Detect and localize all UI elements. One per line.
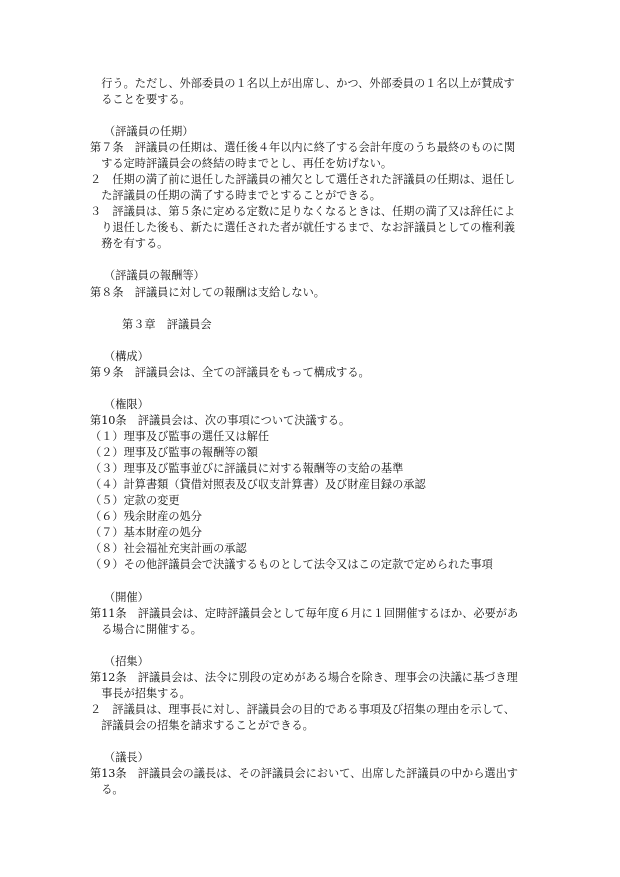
list-item: （３）理事及び監事並びに評議員に対する報酬等の支給の基準 xyxy=(90,462,404,475)
text-line: り退任した後も、新たに選任された者が就任するまで、なお評議員としての権利義 xyxy=(90,221,515,234)
text-line: た評議員の任期の満了する時までとすることができる。 xyxy=(90,189,381,202)
text-line: 第７条 評議員の任期は、選任後４年以内に終了する会計年度のうち最終のものに関 xyxy=(90,141,516,154)
article-13-heading: （議長） xyxy=(104,751,149,764)
text-line: 第11条 評議員会は、定時評議員会として毎年度６月に１回開催するほか、必要があ xyxy=(90,607,519,620)
article-12-heading: （招集） xyxy=(104,655,149,668)
list-item: （４）計算書類（貸借対照表及び収支計算書）及び財産目録の承認 xyxy=(90,478,426,491)
text-line: ２ 評議員は、理事長に対し、評議員会の目的である事項及び招集の理由を示して、 xyxy=(90,703,515,716)
list-item: （５）定款の変更 xyxy=(90,494,180,507)
continuation-paragraph xyxy=(90,76,530,108)
article-12-paragraph-1 xyxy=(90,670,530,702)
list-item: （８）社会福祉充実計画の承認 xyxy=(90,542,247,555)
article-7-paragraph-1 xyxy=(90,140,530,172)
text-line: 行う。ただし、外部委員の１名以上が出席し、かつ、外部委員の１名以上が賛成す xyxy=(90,77,515,90)
list-item: （９）その他評議員会で決議するものとして法令又はこの定款で定められた事項 xyxy=(90,558,493,571)
text-line: 第12条 評議員会は、法令に別段の定めがある場合を除き、理事会の決議に基づき理 xyxy=(90,671,518,684)
chapter-3-title: 第３章 評議員会 xyxy=(122,318,212,331)
article-7-heading: （評議員の任期） xyxy=(104,125,194,138)
article-12-paragraph-2 xyxy=(90,702,530,734)
article-11-heading: （開催） xyxy=(104,591,149,604)
text-line: ２ 任期の満了前に退任した評議員の補欠として選任された評議員の任期は、退任し xyxy=(90,173,516,186)
text-line: 務を有する。 xyxy=(90,237,169,250)
article-9-body: 第９条 評議員会は、全ての評議員をもって構成する。 xyxy=(90,366,370,379)
text-line: ３ 評議員は、第５条に定める定数に足りなくなるときは、任期の満了又は辞任によ xyxy=(90,205,516,218)
article-10-body: 第10条 評議員会は、次の事項について決議する。 xyxy=(90,414,351,427)
article-7-paragraph-3 xyxy=(90,204,530,252)
article-8-heading: （評議員の報酬等） xyxy=(104,269,205,282)
list-item: （１）理事及び監事の選任又は解任 xyxy=(90,430,270,443)
list-item: （７）基本財産の処分 xyxy=(90,526,202,539)
article-11-paragraph-1 xyxy=(90,606,530,638)
text-line: 事長が招集する。 xyxy=(90,687,191,700)
list-item: （２）理事及び監事の報酬等の額 xyxy=(90,446,258,459)
text-line: る場合に開催する。 xyxy=(90,623,202,636)
article-10-items xyxy=(90,429,530,573)
article-13-paragraph-1 xyxy=(90,766,530,798)
list-item: （６）残余財産の処分 xyxy=(90,510,202,523)
article-9-heading: （構成） xyxy=(104,350,149,363)
text-line: 評議員会の招集を請求することができる。 xyxy=(90,719,314,732)
article-7-paragraph-2 xyxy=(90,172,530,204)
article-10-heading: （権限） xyxy=(104,398,149,411)
article-8-body: 第８条 評議員に対しての報酬は支給しない。 xyxy=(90,286,325,299)
text-line: 第13条 評議員会の議長は、その評議員会において、出席した評議員の中から選出す xyxy=(90,767,518,780)
text-line: ることを要する。 xyxy=(90,93,191,106)
text-line: する定時評議員会の終結の時までとし、再任を妨げない。 xyxy=(90,157,393,170)
text-line: る。 xyxy=(90,783,124,796)
